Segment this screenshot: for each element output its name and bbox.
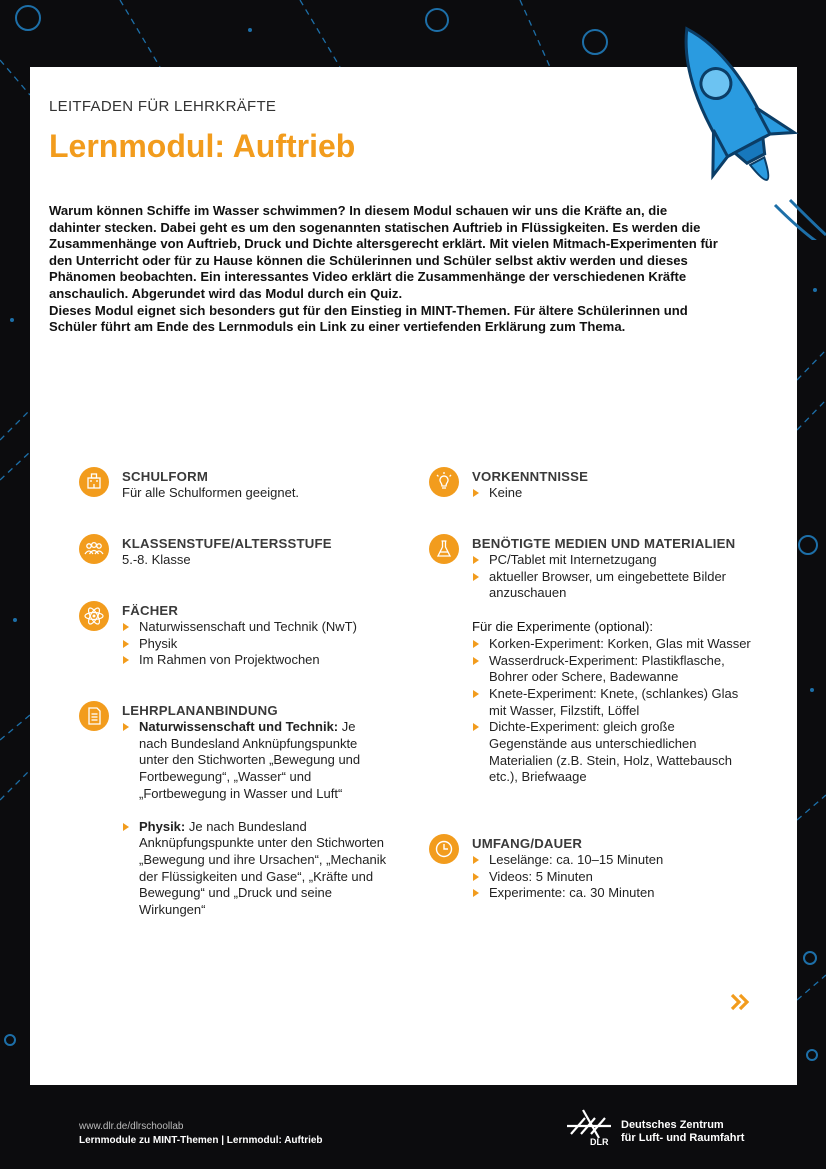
atom-icon bbox=[79, 601, 109, 631]
lehrplan-item1-text: Je nach Bundesland Anknüpfungspunkte unter den Stichworten „Bewegung und Fortbewegung“, „Wasser“ und „Fortbewegung in Wasser und Luft“ bbox=[139, 719, 361, 801]
medien-list bbox=[472, 552, 752, 602]
list-item: Korken-Experiment: Korken, Glas mit Wasser bbox=[472, 636, 752, 653]
faecher-list bbox=[122, 619, 412, 669]
faecher-heading: FÄCHER bbox=[122, 603, 179, 618]
lehrplan-heading: LEHRPLANANBINDUNG bbox=[122, 703, 278, 718]
list-item: PC/Tablet mit Internetzugang bbox=[472, 552, 752, 569]
experiments-list bbox=[472, 636, 752, 786]
document-icon bbox=[79, 701, 109, 731]
lehrplan-list bbox=[122, 719, 387, 919]
list-item: Leselänge: ca. 10–15 Minuten bbox=[472, 852, 752, 869]
lehrplan-item2-text: Je nach Bundesland Anknüpfungspunkte unter den Stichworten „Bewegung und ihre Ursachen“, „Mechanik der Flüssigkeiten und Gase“, „Kräfte und Bewegung“ und „Druck und seine Wirkungen“ bbox=[139, 818, 387, 918]
clock-icon bbox=[429, 834, 459, 864]
klassenstufe-heading: KLASSENSTUFE/ALTERSSTUFE bbox=[122, 536, 332, 551]
list-item: Knete-Experiment: Knete, (schlankes) Glas mit Wasser, Filzstift, Löffel bbox=[472, 686, 752, 719]
footer-series: Lernmodule zu MINT-Themen | Lernmodul: Auftrieb bbox=[79, 1135, 323, 1146]
medien-heading: BENÖTIGTE MEDIEN UND MATERIALIEN bbox=[472, 536, 736, 551]
school-building-icon bbox=[79, 467, 109, 497]
dlr-logo-icon bbox=[561, 1104, 617, 1146]
list-item: Experimente: ca. 30 Minuten bbox=[472, 885, 752, 902]
list-item: Dichte-Experiment: gleich große Gegenstände aus unterschiedlichen Materialien (z.B. Stein, Holz, Wattebausch etc.), Briefwaage bbox=[472, 719, 752, 786]
intro-paragraph-1: Warum können Schiffe im Wasser schwimmen? In diesem Modul schauen wir uns die Kräfte an, die dahinter stecken. Dabei geht es um den sogenannten statischen Auftrieb in Flüssigkeiten. Es werden die Zusammenhänge von Auftrieb, Druck und Dichte altersgerecht erklärt. Mit vielen Mitmach-Experimenten für den Unterricht oder für zu Hause können die Schülerinnen und Schüler selbst aktiv werden und dieses Phänomen beobachten. Ein interessantes Video erklärt die Zusammenhänge der verschiedenen Kräfte anschaulich. Abgerundet wird das Modul durch ein Quiz. bbox=[49, 203, 718, 301]
group-people-icon bbox=[79, 534, 109, 564]
org-line-2: für Luft- und Raumfahrt bbox=[621, 1132, 745, 1144]
intro-text bbox=[49, 203, 719, 336]
footer-left bbox=[79, 1120, 323, 1148]
vorkenntnisse-heading: VORKENNTNISSE bbox=[472, 469, 589, 484]
list-item: Im Rahmen von Projektwochen bbox=[122, 652, 412, 669]
intro-paragraph-2: Dieses Modul eignet sich besonders gut für den Einstieg in MINT-Themen. Für ältere Schülerinnen und Schüler führt am Ende des Lernmoduls ein Link zu einer vertiefenden Erklärung zum Thema. bbox=[49, 302, 688, 335]
list-item: Physik bbox=[122, 636, 412, 653]
list-item bbox=[122, 719, 387, 803]
org-line-1: Deutsches Zentrum bbox=[621, 1119, 724, 1131]
list-item: Videos: 5 Minuten bbox=[472, 869, 752, 886]
schulform-text: Für alle Schulformen geeignet. bbox=[122, 485, 300, 500]
umfang-heading: UMFANG/DAUER bbox=[472, 836, 583, 851]
list-item: Wasserdruck-Experiment: Plastikflasche, Bohrer oder Schere, Badewanne bbox=[472, 653, 752, 686]
document-kicker: LEITFADEN FÜR LEHRKRÄFTE bbox=[49, 98, 277, 115]
vorkenntnisse-list bbox=[472, 485, 762, 502]
lehrplan-item2-label: Physik: bbox=[139, 818, 186, 834]
footer-url[interactable]: www.dlr.de/dlrschoollab bbox=[79, 1121, 184, 1132]
organization-name bbox=[621, 1119, 744, 1145]
lightbulb-icon bbox=[429, 467, 459, 497]
next-page-icon[interactable] bbox=[729, 992, 751, 1012]
page-title: Lernmodul: Auftrieb bbox=[49, 128, 356, 164]
lehrplan-item1-label: Naturwissenschaft und Technik: bbox=[139, 719, 339, 734]
list-item bbox=[122, 819, 387, 919]
logo-mark-text: DLR bbox=[590, 1137, 609, 1146]
umfang-list bbox=[472, 852, 752, 902]
list-item: aktueller Browser, um eingebettete Bilder anzuschauen bbox=[472, 569, 752, 602]
schulform-heading: SCHULFORM bbox=[122, 469, 209, 484]
list-item: Keine bbox=[472, 485, 762, 502]
list-item: Naturwissenschaft und Technik (NwT) bbox=[122, 619, 412, 636]
experiments-subheading: Für die Experimente (optional): bbox=[472, 619, 654, 635]
klassenstufe-text: 5.-8. Klasse bbox=[122, 552, 191, 567]
flask-icon bbox=[429, 534, 459, 564]
